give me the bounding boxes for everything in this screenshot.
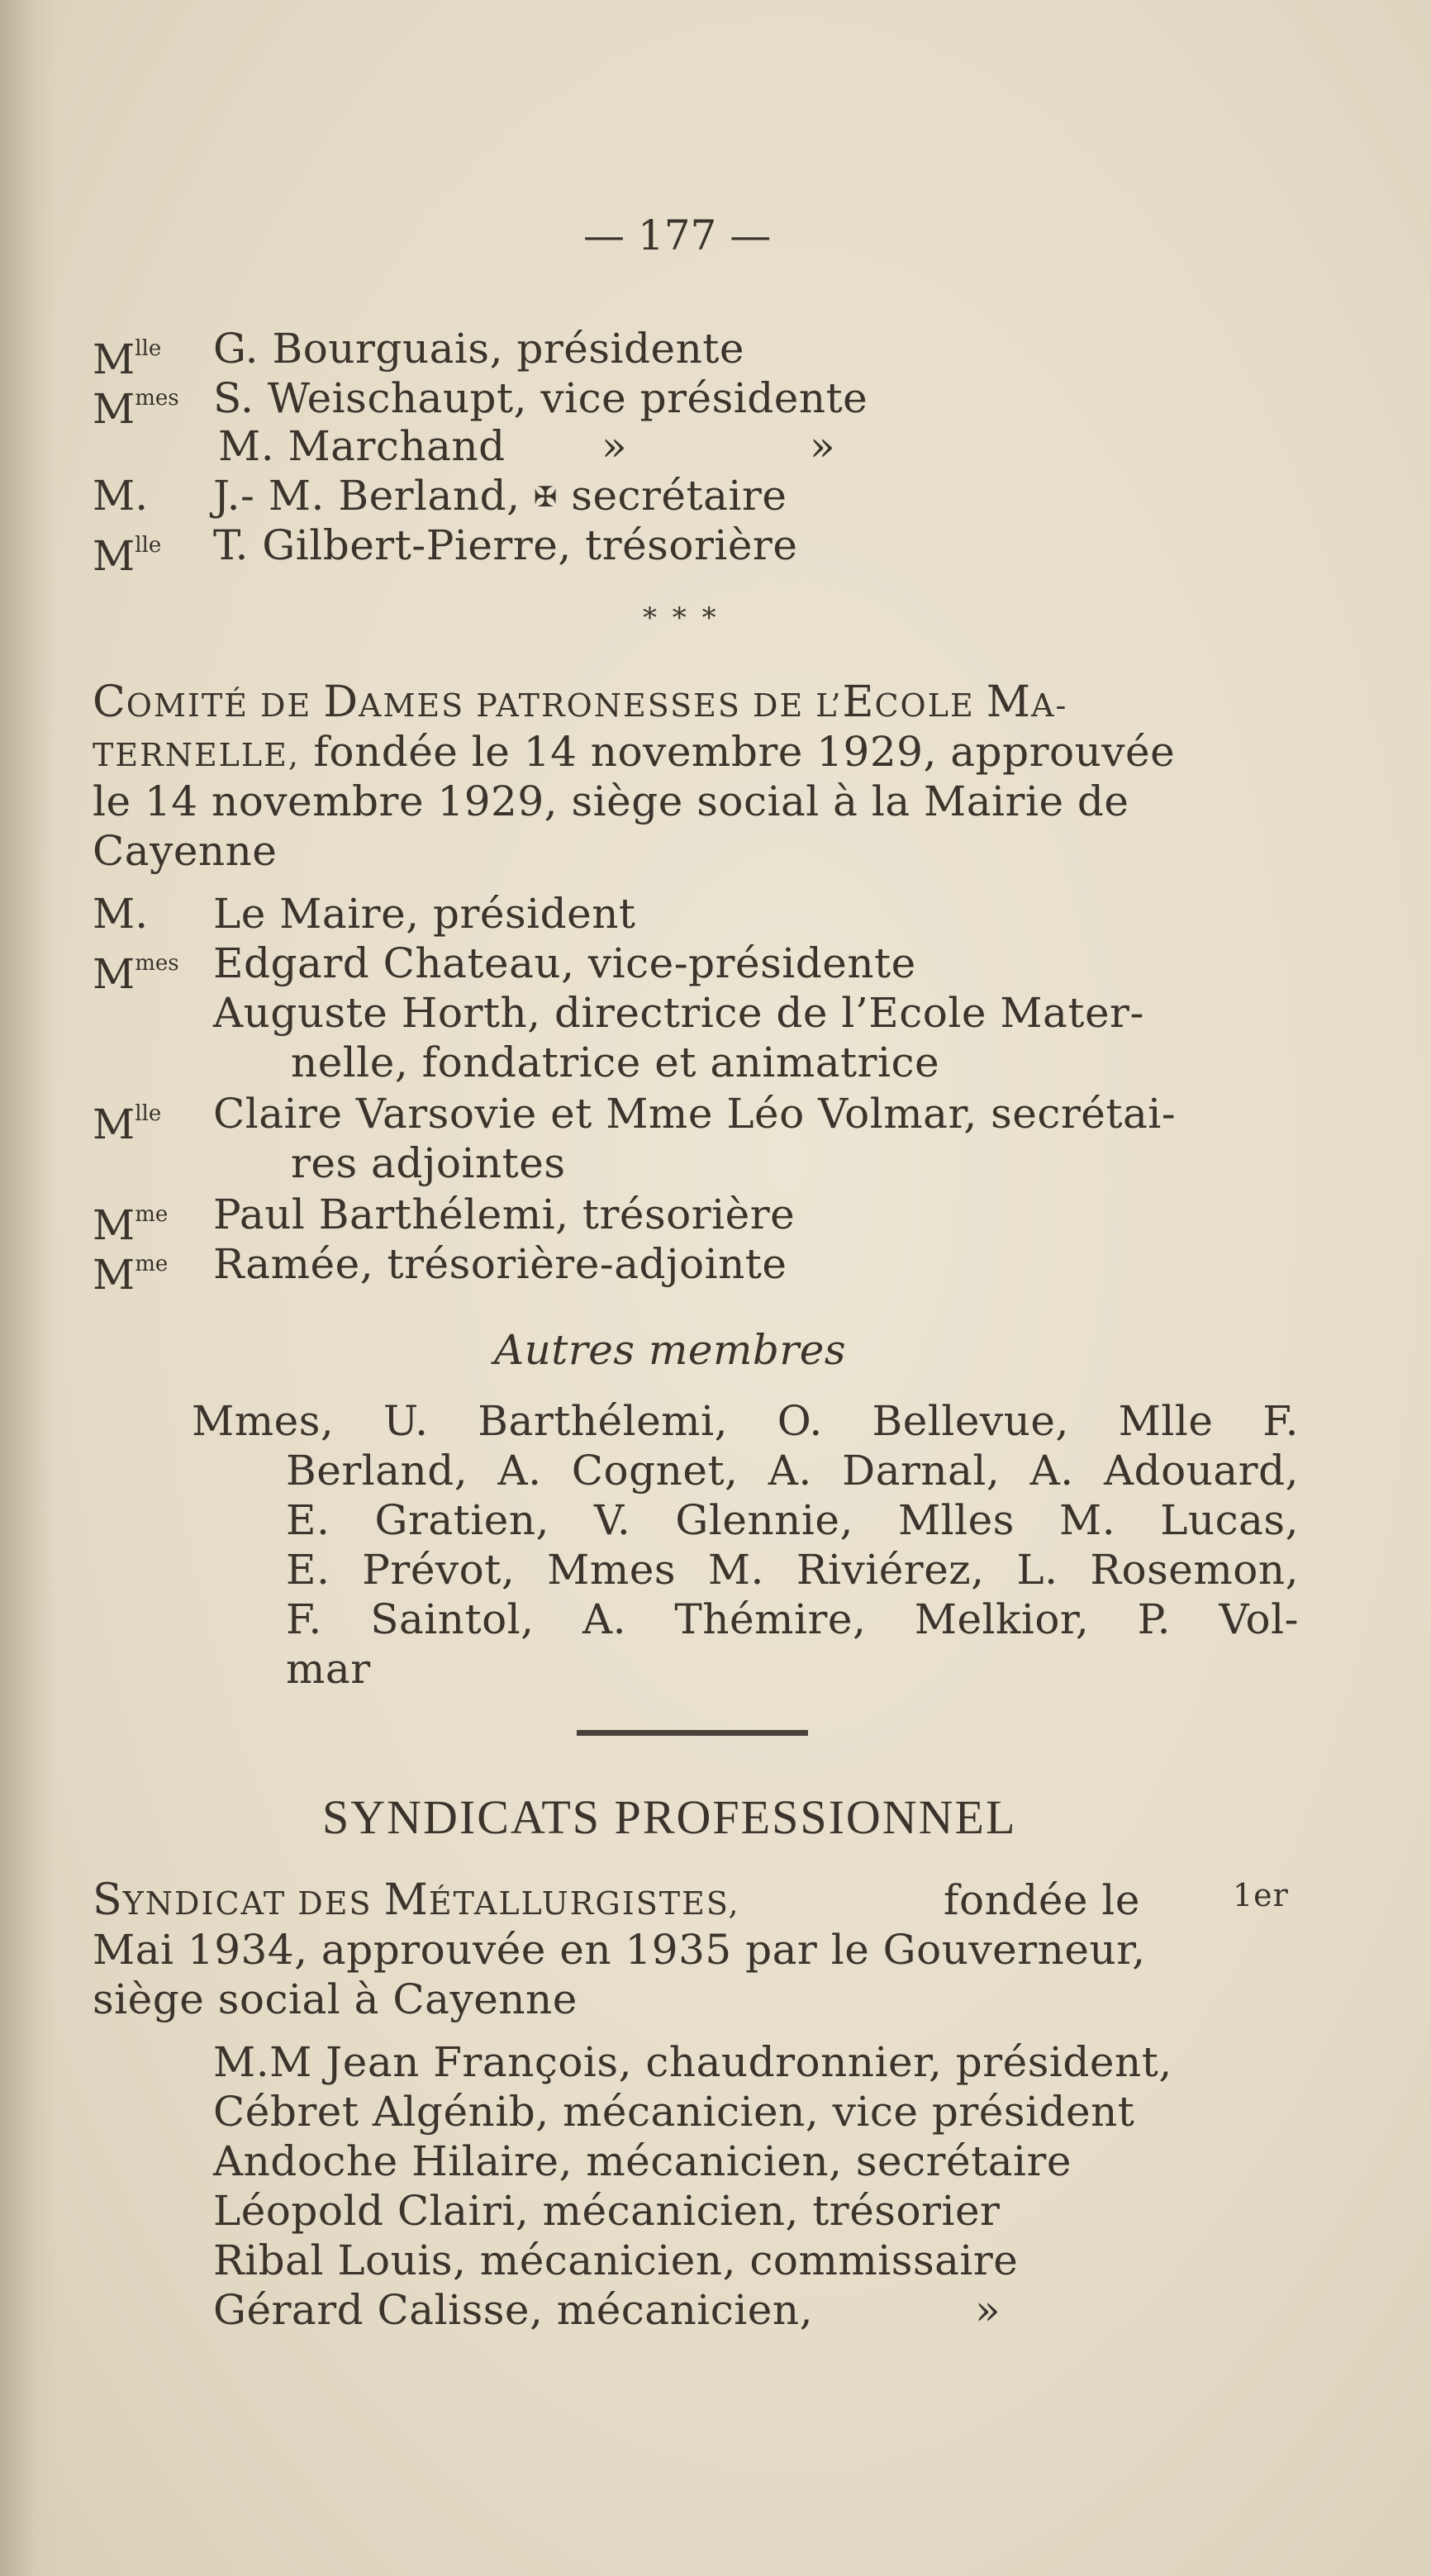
committee-intro-line: le 14 novembre 1929, siège social à la Mairie de [93, 777, 1129, 825]
members-line: mar [286, 1645, 371, 1693]
member-line: Gérard Calisse, mécanicien, [213, 2286, 813, 2334]
member-line: Auguste Horth, directrice de l’Ecole Mater- [213, 989, 1144, 1037]
subheading: Autres membres [494, 1326, 847, 1374]
member-line: G. Bourguais, présidente [213, 325, 744, 373]
member-line: Léopold Clairi, mécanicien, trésorier [213, 2187, 1001, 2235]
member-line: Ribal Louis, mécanicien, commissaire [213, 2236, 1019, 2284]
member-line: Ramée, trésorière-adjointe [213, 1240, 787, 1288]
ditto-mark: » [975, 2286, 1001, 2334]
ditto-mark: » [601, 422, 628, 470]
committee-intro-line: TERNELLE, fondée le 14 novembre 1929, approuvée [93, 728, 1176, 776]
member-line: Cébret Algénib, mécanicien, vice président [213, 2088, 1135, 2136]
member-line: Edgard Chateau, vice-présidente [213, 939, 916, 987]
section-heading: SYNDICATS PROFESSIONNEL [322, 1790, 1017, 1844]
members-line: F. Saintol, A. Thémire, Melkior, P. Vol- [286, 1595, 1299, 1643]
title-prefix: $M^{lle}$ [93, 1100, 162, 1148]
legion-honour-icon: ✠ [533, 481, 558, 514]
title-prefix: $M^{lle}$ [93, 335, 162, 383]
member-line: Andoche Hilaire, mécanicien, secrétaire [213, 2137, 1072, 2185]
title-prefix: M. [93, 890, 149, 938]
member-line: J.- M. Berland, ✠ secrétaire [213, 472, 787, 520]
member-line: T. Gilbert-Pierre, trésorière [213, 521, 798, 569]
syndicate-title-line: SYNDICAT DES MÉTALLURGISTES, fondée le 1er [93, 1875, 1289, 1925]
syndicate-intro-line: Mai 1934, approuvée en 1935 par le Gouverneur, [93, 1926, 1146, 1974]
members-line: Berland, A. Cognet, A. Darnal, A. Adouard, [286, 1447, 1299, 1495]
member-line: res adjointes [291, 1139, 566, 1187]
member-line: Claire Varsovie et Mme Léo Volmar, secrétai- [213, 1090, 1177, 1138]
members-line: E. Prévot, Mmes M. Riviérez, L. Rosemon, [286, 1546, 1299, 1594]
page-number: — 177 — [583, 211, 772, 259]
member-line: Le Maire, président [213, 890, 636, 938]
ditto-mark: » [810, 422, 836, 470]
title-prefix: $M^{lle}$ [93, 532, 162, 580]
asterism-separator: * * * [643, 601, 720, 634]
committee-intro-line: Cayenne [93, 827, 278, 875]
title-prefix: $M^{mes}$ [93, 385, 179, 433]
section-divider [577, 1730, 808, 1736]
member-line: M.M Jean François, chaudronnier, président, [213, 2038, 1172, 2086]
syndicate-intro-line: siège social à Cayenne [93, 1975, 578, 2023]
members-line: Mmes, U. Barthélemi, O. Bellevue, Mlle F. [192, 1397, 1299, 1445]
member-line: Paul Barthélemi, trésorière [213, 1191, 796, 1238]
title-prefix: $M^{me}$ [93, 1251, 169, 1299]
member-line: M. Marchand [218, 422, 506, 470]
member-line: S. Weischaupt, vice présidente [213, 374, 868, 422]
title-prefix: $M^{mes}$ [93, 950, 179, 998]
member-line: nelle, fondatrice et animatrice [291, 1038, 940, 1086]
title-prefix: M. [93, 472, 149, 520]
members-line: E. Gratien, V. Glennie, Mlles M. Lucas, [286, 1496, 1299, 1544]
title-prefix: $M^{me}$ [93, 1201, 169, 1249]
committee-title-line: COMITÉ DE DAMES PATRONESSES DE L’ECOLE MA- [93, 677, 1068, 727]
